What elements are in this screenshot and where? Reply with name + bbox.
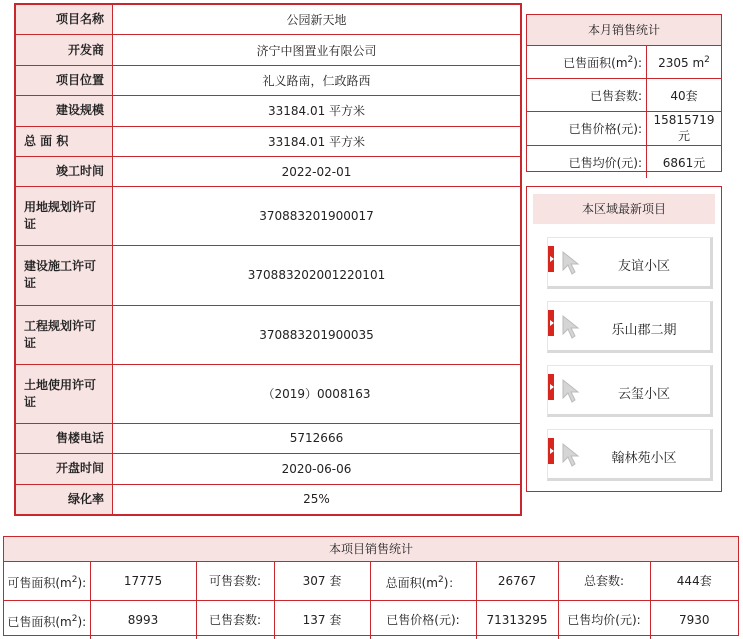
info-row bbox=[16, 454, 521, 484]
project-sales-title: 本项目销售统计 bbox=[4, 537, 738, 562]
info-row-label: 用地规划许可证 bbox=[16, 187, 113, 246]
marker-tab-icon bbox=[548, 374, 554, 400]
info-row bbox=[16, 423, 521, 453]
info-row-value: 370883201900017 bbox=[113, 187, 521, 246]
info-row-value: 370883201900035 bbox=[113, 305, 521, 364]
recent-projects-panel bbox=[526, 186, 722, 492]
available-units-label: 可售套数: bbox=[196, 562, 274, 601]
info-row-label: 总 面 积 bbox=[16, 126, 113, 156]
info-row bbox=[16, 35, 521, 65]
info-row-label: 土地使用许可证 bbox=[16, 364, 113, 423]
avg-price-label: 已售均价(元): bbox=[558, 601, 650, 639]
marker-tab-icon bbox=[548, 438, 554, 464]
recent-project-link[interactable] bbox=[547, 301, 713, 353]
info-row-value: 礼义路南，仁政路西 bbox=[113, 65, 521, 95]
available-area-value: 17775 bbox=[90, 562, 196, 601]
avg-price-value: 7930 bbox=[650, 601, 738, 639]
info-row-value: 公园新天地 bbox=[113, 5, 521, 35]
recent-project-name: 翰林苑小区 bbox=[611, 451, 677, 466]
total-area-label: 总面积$(m^2)$： bbox=[370, 562, 476, 601]
info-row-value: （2019）0008163 bbox=[113, 364, 521, 423]
info-row-label: 绿化率 bbox=[16, 484, 113, 515]
total-units-label: 总套数: bbox=[558, 562, 650, 601]
total-units-value: 444套 bbox=[676, 574, 712, 588]
info-row-label: 开盘时间 bbox=[16, 454, 113, 484]
info-row bbox=[16, 187, 521, 246]
available-area-label: 可售面积$(m^2)$: bbox=[4, 562, 90, 601]
recent-project-link[interactable] bbox=[547, 365, 713, 417]
recent-project-link[interactable] bbox=[547, 429, 713, 481]
sold-units-label: 已售套数: bbox=[196, 601, 274, 639]
sold-price-label: 已售价格(元): bbox=[527, 112, 647, 146]
info-row-value: 2020-06-06 bbox=[113, 454, 521, 484]
info-row bbox=[16, 246, 521, 305]
available-units-value: 307 套 bbox=[274, 562, 370, 601]
sold-area-value: 8993 bbox=[90, 601, 196, 639]
marker-tab-icon bbox=[548, 310, 554, 336]
avg-price-value: 6861元 bbox=[647, 146, 722, 179]
info-row-label: 工程规划许可证 bbox=[16, 305, 113, 364]
avg-price-label: 已售均价(元): bbox=[527, 146, 647, 179]
recent-project-name: 云玺小区 bbox=[617, 387, 670, 402]
info-row bbox=[16, 96, 521, 126]
sold-units-value: 40套 bbox=[647, 79, 722, 112]
recent-project-name: 友谊小区 bbox=[617, 259, 670, 274]
info-row bbox=[16, 156, 521, 186]
info-row-value: 济宁中图置业有限公司 bbox=[113, 35, 521, 65]
sold-area-label: 已售面积$(m^2)$: bbox=[527, 46, 647, 79]
info-row-label: 售楼电话 bbox=[16, 423, 113, 453]
project-sales-panel bbox=[3, 536, 739, 636]
info-row-label: 竣工时间 bbox=[16, 156, 113, 186]
info-row bbox=[16, 484, 521, 515]
recent-project-name: 乐山郡二期 bbox=[611, 323, 677, 338]
info-row-value: 2022-02-01 bbox=[113, 156, 521, 186]
monthly-sales-title: 本月销售统计 bbox=[527, 15, 721, 46]
info-row-value: 370883202001220101 bbox=[113, 246, 521, 305]
marker-tab-icon bbox=[548, 246, 554, 272]
sold-price-label: 已售价格(元): bbox=[370, 601, 476, 639]
recent-projects-title: 本区域最新项目 bbox=[533, 194, 715, 224]
sold-area-value: 2305 $m^2$ bbox=[658, 54, 710, 70]
sold-price-value: 15815719元 bbox=[647, 112, 722, 146]
info-row-label: 建设施工许可证 bbox=[16, 246, 113, 305]
info-row-value: 33184.01 平方米 bbox=[113, 126, 521, 156]
sold-units-value: 137 套 bbox=[274, 601, 370, 639]
info-row-value: 33184.01 平方米 bbox=[113, 96, 521, 126]
info-row bbox=[16, 126, 521, 156]
info-row-label: 开发商 bbox=[16, 35, 113, 65]
info-row bbox=[16, 364, 521, 423]
sold-area-label: 已售面积$(m^2)$: bbox=[4, 601, 90, 639]
recent-project-link[interactable] bbox=[547, 237, 713, 289]
monthly-sales-panel bbox=[526, 14, 722, 172]
info-row-label: 建设规模 bbox=[16, 96, 113, 126]
info-row-value: 5712666 bbox=[113, 423, 521, 453]
project-info-table bbox=[14, 3, 522, 516]
info-row-label: 项目名称 bbox=[16, 5, 113, 35]
info-row-label: 项目位置 bbox=[16, 65, 113, 95]
info-row bbox=[16, 65, 521, 95]
info-row bbox=[16, 305, 521, 364]
info-row-value: 25% bbox=[113, 484, 521, 515]
sold-price-value: 71313295 bbox=[476, 601, 558, 639]
total-area-value: 26767 bbox=[476, 562, 558, 601]
sold-units-label: 已售套数: bbox=[527, 79, 647, 112]
info-row bbox=[16, 5, 521, 35]
